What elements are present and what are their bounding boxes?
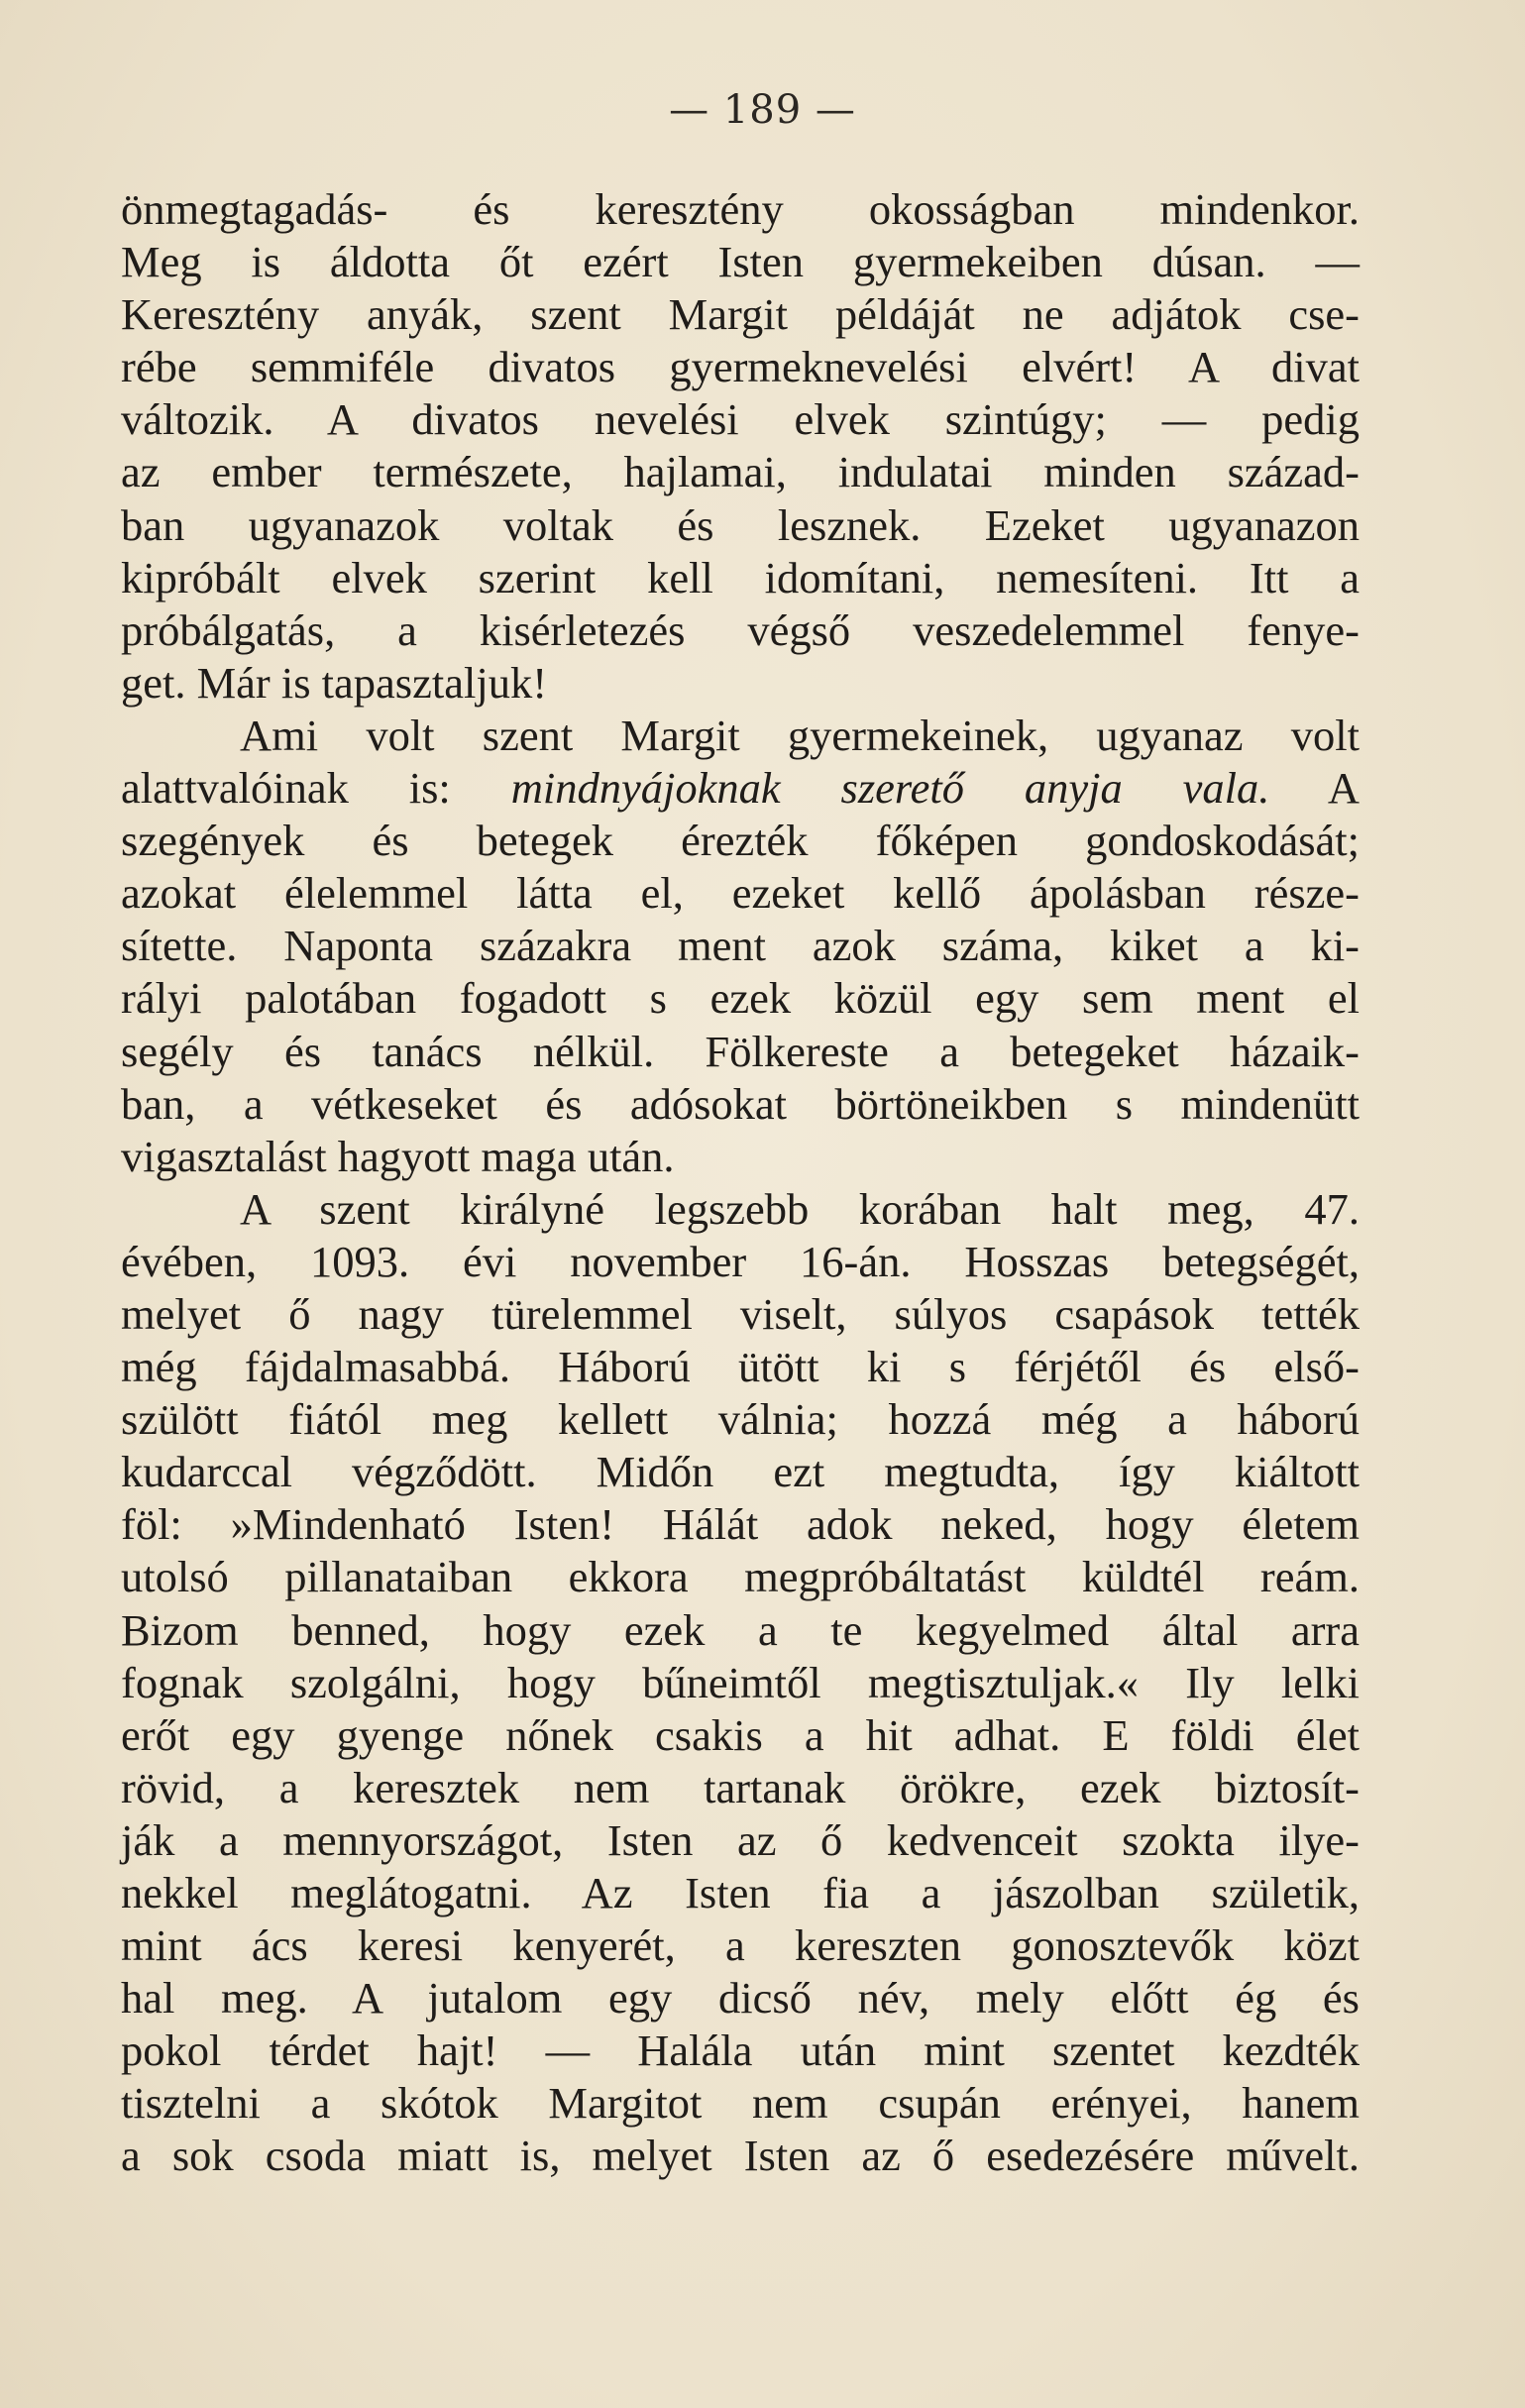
text-line: szegények és betegek érezték főképen gondoskodását; — [121, 816, 1360, 866]
text-line: rályi palotában fogadott s ezek közül egy sem ment el — [121, 973, 1360, 1024]
text-line: hal meg. A jutalom egy dicső név, mely előtt ég és — [121, 1973, 1360, 2024]
text-line: erőt egy gyenge nőnek csakis a hit adhat. E földi élet — [121, 1709, 1360, 1760]
text-line: kudarccal végződött. Midőn ezt megtudta, így kiáltott — [121, 1447, 1360, 1497]
text-line: ban ugyanazok voltak és lesznek. Ezeket ugyanazon — [121, 499, 1360, 550]
text-line: próbálgatás, a kisérletezés végső veszedelemmel fenye- — [121, 604, 1360, 655]
text-line: vigasztalást hagyott maga után. — [121, 1131, 675, 1181]
text-line: fognak szolgálni, hogy bűneimtől megtisztuljak.« Ily lelki — [121, 1657, 1360, 1707]
text-line: sítette. Naponta százakra ment azok száma, kiket a ki- — [121, 921, 1360, 971]
text-line: föl: »Mindenható Isten! Hálát adok neked, hogy életem — [121, 1499, 1360, 1550]
text-line: tisztelni a skótok Margitot nem csupán erényei, hanem — [121, 2078, 1360, 2129]
text-line: ják a mennyországot, Isten az ő kedvenceit szokta ilye- — [121, 1814, 1360, 1865]
text-line: Keresztény anyák, szent Margit példáját ne adjátok cse- — [121, 289, 1360, 340]
text-line: az ember természete, hajlamai, indulatai minden század- — [121, 447, 1360, 497]
text-line: kipróbált elvek szerint kell idomítani, nemesíteni. Itt a — [121, 552, 1360, 602]
text-line: get. Már is tapasztaljuk! — [121, 657, 548, 708]
text-line: utolsó pillanataiban ekkora megpróbáltatást küldtél reám. — [121, 1552, 1360, 1602]
italic-quote: mindnyájoknak szerető anyja vala. — [510, 763, 1270, 814]
text-line: a sok csoda miatt is, melyet Isten az ő esedezésére művelt. — [121, 2131, 1360, 2181]
text-line: még fájdalmasabbá. Háború ütött ki s férjétől és első- — [121, 1342, 1360, 1392]
text-line: önmegtagadás- és keresztény okosságban mindenkor. — [121, 184, 1360, 234]
text-line: melyet ő nagy türelemmel viselt, súlyos csapások tették — [121, 1288, 1360, 1339]
text-fragment: alattvalóinak is: — [121, 763, 451, 814]
text-line: mint ács keresi kenyerét, a kereszten gonosztevők közt — [121, 1920, 1360, 1971]
text-line: változik. A divatos nevelési elvek szintúgy; — pedig — [121, 394, 1360, 445]
paragraph-start-line: Ami volt szent Margit gyermekeinek, ugyanaz volt — [240, 710, 1360, 760]
text-line: Meg is áldotta őt ezért Isten gyermekeiben dúsan. — — [121, 237, 1360, 287]
text-line: szülött fiától meg kellett válnia; hozzá még a háború — [121, 1394, 1360, 1445]
text-line: azokat élelemmel látta el, ezeket kellő ápolásban része- — [121, 868, 1360, 919]
text-line-with-italic — [121, 762, 1360, 815]
text-line: nekkel meglátogatni. Az Isten fia a jászolban születik, — [121, 1868, 1360, 1917]
text-line: rövid, a keresztek nem tartanak örökre, ezek biztosít- — [121, 1762, 1360, 1812]
text-line: ban, a vétkeseket és adósokat börtöneikben s mindenütt — [121, 1078, 1360, 1129]
body-text — [121, 183, 1360, 2183]
text-line: pokol térdet hajt! — Halála után mint szentet kezdték — [121, 2025, 1360, 2076]
text-fragment: A — [1327, 763, 1361, 814]
text-line: rébe semmiféle divatos gyermeknevelési elvért! A divat — [121, 342, 1360, 392]
paragraph-start-line: A szent királyné legszebb korában halt meg, 47. — [240, 1183, 1360, 1234]
text-line: Bizom benned, hogy ezek a te kegyelmed által arra — [121, 1604, 1360, 1655]
page-number: — 189 — — [669, 87, 856, 133]
text-line: segély és tanács nélkül. Fölkereste a betegeket házaik- — [121, 1026, 1360, 1076]
text-line: évében, 1093. évi november 16-án. Hosszas betegségét, — [121, 1236, 1360, 1286]
